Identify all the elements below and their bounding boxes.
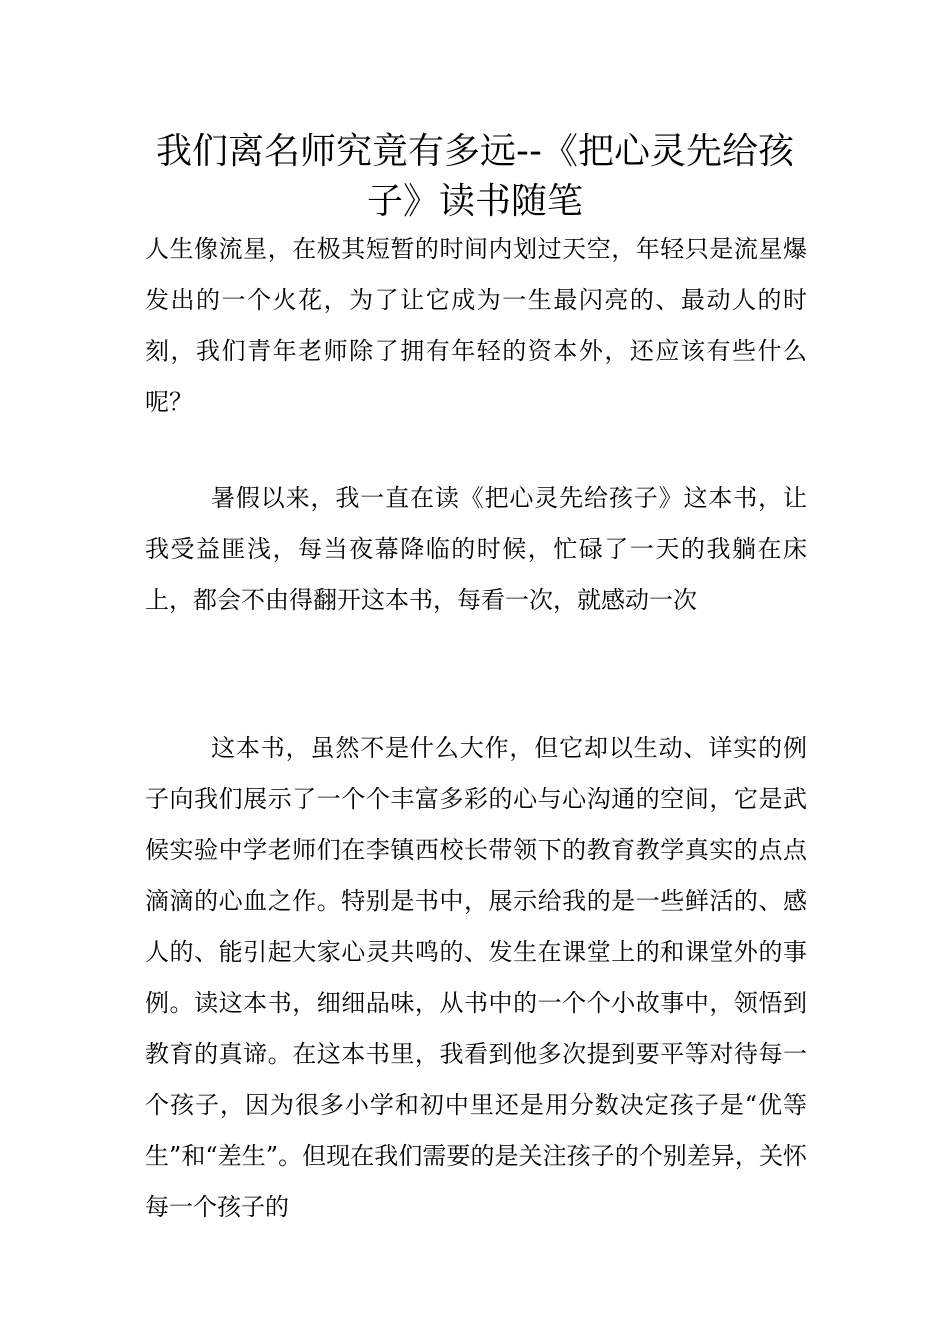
- paragraph-book-review: 这本书，虽然不是什么大作，但它却以生动、详实的例子向我们展示了一个个丰富多彩的心与心沟通的空间，它是武候实验中学老师们在李镇西校长带领下的教育教学真实的点点滴滴的心血之作。特别是书中，展示给我的是一些鲜活的、感人的、能引起大家心灵共鸣的、发生在课堂上的和课堂外的事例。读这本书，细细品味，从书中的一个个小故事中，领悟到教育的真谛。在这本书里，我看到他多次提到要平等对待每一个孩子，因为很多小学和初中里还是用分数决定孩子是“优等生”和“差生”。但现在我们需要的是关注孩子的个别差异，关怀每一个孩子的: [145, 734, 807, 1221]
- document-title: 我们离名师究竟有多远--《把心灵先给孩子》读书随笔: [156, 131, 794, 222]
- paragraph-intro: 人生像流星，在极其短暂的时间内划过天空，年轻只是流星爆发出的一个火花，为了让它成为一生最闪亮的、最动人的时刻，我们青年老师除了拥有年轻的资本外，还应该有些什么呢？: [145, 235, 807, 416]
- paragraph-summer-reading: 暑假以来，我一直在读《把心灵先给孩子》这本书，让我受益匪浅，每当夜幕降临的时候，忙碌了一天的我躺在床上，都会不由得翻开这本书，每看一次，就感动一次: [145, 484, 807, 614]
